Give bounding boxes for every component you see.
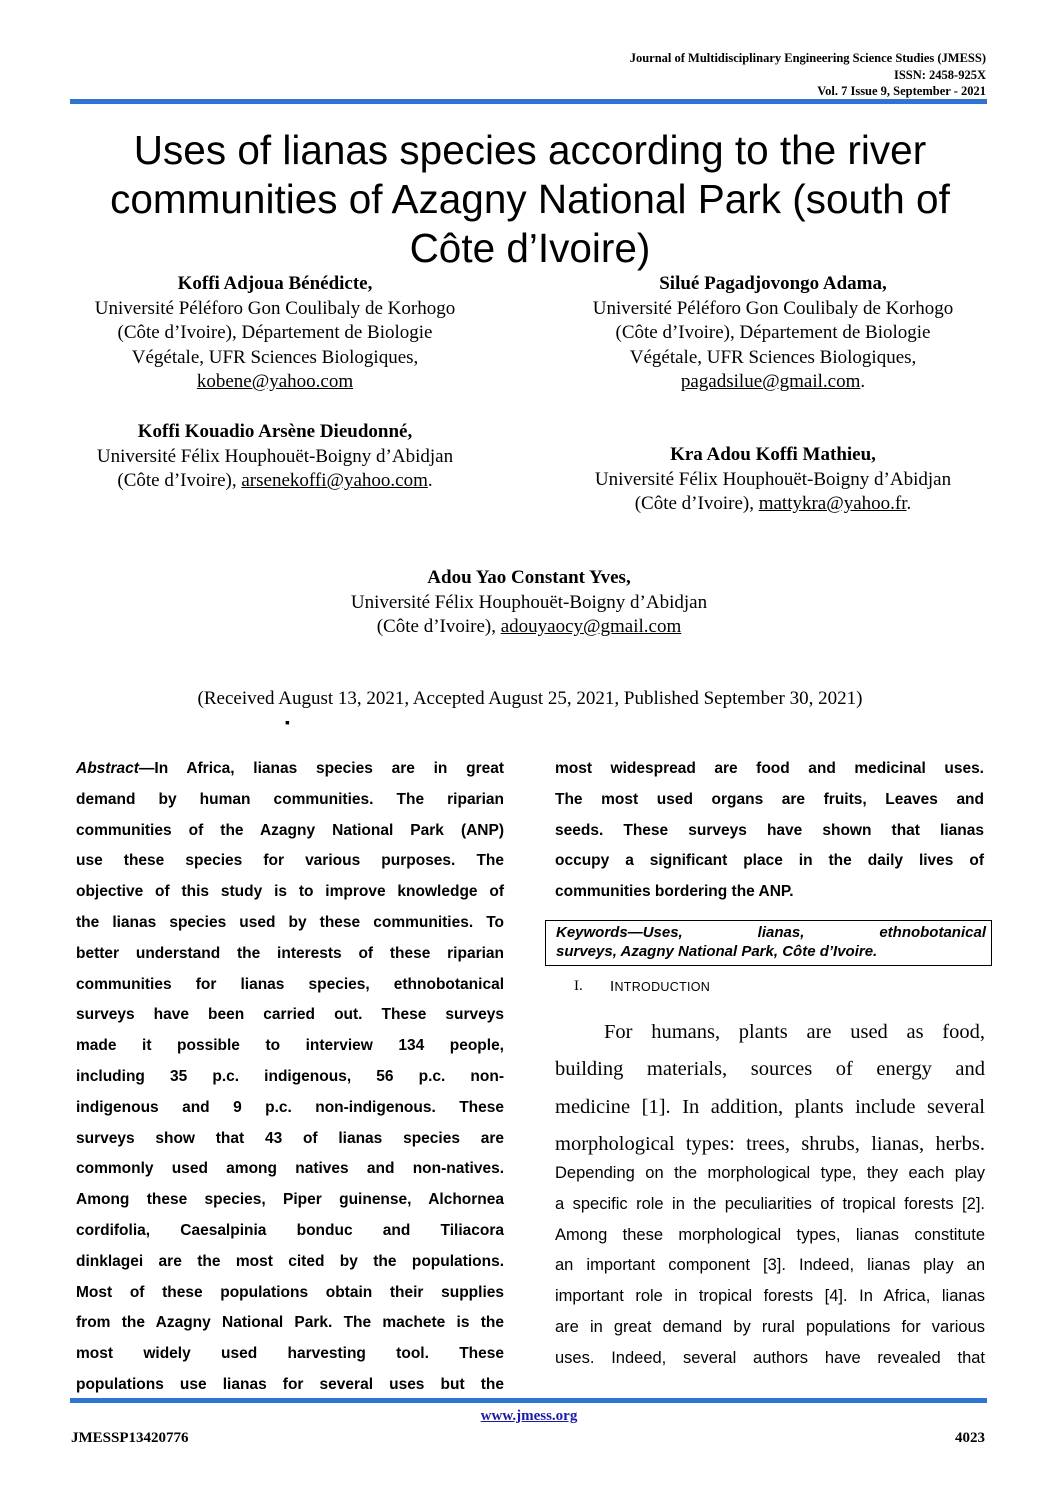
author-affiliation: (Côte d’Ivoire), Département de Biologie xyxy=(615,322,931,343)
author-email-link[interactable]: pagadsilue@gmail.com xyxy=(680,371,861,392)
footer-rule xyxy=(70,1398,987,1403)
title-line: Côte d’Ivoire) xyxy=(409,225,651,271)
author-affiliation: Université Félix Houphouët-Boigny d’Abidjan xyxy=(96,445,454,467)
header-rule xyxy=(70,99,987,104)
email-suffix: . xyxy=(860,371,866,392)
abstract-line: dinklagei are the most cited by the populations. xyxy=(76,1252,504,1270)
intro-line: medicine [1]. In addition, plants include several xyxy=(555,1095,985,1118)
author-name: Silué Pagadjovongo Adama, xyxy=(659,273,887,294)
author-block xyxy=(309,566,749,640)
paper-title xyxy=(60,126,1000,273)
intro-line: building materials, sources of energy and xyxy=(555,1058,985,1081)
abstract-line: the lianas species used by these communities. To xyxy=(76,913,504,931)
abstract-line: use these species for various purposes. The xyxy=(76,852,504,870)
intro-line: Among these morphological types, lianas constitute xyxy=(555,1225,985,1244)
author-name: Adou Yao Constant Yves, xyxy=(427,567,631,588)
journal-header xyxy=(630,50,986,100)
keywords xyxy=(556,924,986,961)
abstract-line: cordifolia, Caesalpinia bonduc and Tiliacora xyxy=(76,1221,504,1239)
email-suffix: . xyxy=(427,470,433,491)
abstract-right-column xyxy=(555,754,984,908)
stray-mark: ▪ xyxy=(285,716,290,731)
intro-line: a specific role in the peculiarities of tropical forests [2]. xyxy=(555,1194,985,1213)
author-affiliation: Université Félix Houphouët-Boigny d’Abidjan xyxy=(594,468,952,490)
intro-paragraph-sans xyxy=(555,1158,985,1374)
abstract-line: surveys have been carried out. These surveys xyxy=(76,1006,504,1024)
author-affiliation: Université Péléforo Gon Coulibaly de Korhogo xyxy=(94,297,456,319)
abstract-line: demand by human communities. The riparian xyxy=(76,790,504,808)
author-block xyxy=(55,272,495,395)
email-suffix: . xyxy=(906,493,912,514)
paper-id: JMESSP13420776 xyxy=(71,1430,189,1446)
title-line: communities of Azagny National Park (south of xyxy=(110,176,950,222)
email-prefix: (Côte d’Ivoire), xyxy=(634,493,759,514)
abstract-line: surveys show that 43 of lianas species are xyxy=(76,1129,504,1147)
abstract-label: Abstract xyxy=(76,760,139,777)
abstract-line: The most used organs are fruits, Leaves and xyxy=(555,790,984,808)
intro-line: an important component [3]. Indeed, lianas play an xyxy=(555,1256,985,1275)
abstract-line: communities of the Azagny National Park (ANP) xyxy=(76,821,504,839)
abstract-line: most widespread are food and medicinal uses. xyxy=(555,760,984,777)
abstract-line: seeds. These surveys have shown that lianas xyxy=(555,821,984,839)
section-number: I. xyxy=(574,978,583,994)
keywords-line: surveys, Azagny National Park, Côte d’Ivoire. xyxy=(556,942,878,960)
author-affiliation: Université Félix Houphouët-Boigny d’Abidjan xyxy=(350,591,708,613)
section-title: INTRODUCTION xyxy=(610,978,711,995)
journal-volume: Vol. 7 Issue 9, September - 2021 xyxy=(817,84,986,98)
intro-line: uses. Indeed, several authors have revealed that xyxy=(555,1348,985,1367)
abstract-line: from the Azagny National Park. The machete is the xyxy=(76,1314,504,1332)
author-block xyxy=(553,443,993,517)
author-name: Kra Adou Koffi Mathieu, xyxy=(670,444,876,465)
author-block xyxy=(553,272,993,395)
abstract-line: Among these species, Piper guinense, Alchornea xyxy=(76,1191,504,1209)
intro-line: morphological types: trees, shrubs, lianas, herbs. xyxy=(555,1132,985,1155)
page-number: 4023 xyxy=(955,1430,985,1446)
abstract-line: communities for lianas species, ethnobotanical xyxy=(76,975,504,993)
abstract-dash: — xyxy=(138,760,155,777)
author-email-link[interactable]: mattykra@yahoo.fr xyxy=(758,493,907,514)
intro-line: important role in tropical forests [4]. In Africa, lianas xyxy=(555,1287,985,1306)
abstract-left-column xyxy=(76,754,504,1401)
abstract-line: better understand the interests of these riparian xyxy=(76,944,504,962)
author-email-link[interactable]: arsenekoffi@yahoo.com xyxy=(241,470,428,491)
abstract-line: including 35 p.c. indigenous, 56 p.c. non- xyxy=(76,1067,504,1085)
title-line: Uses of lianas species according to the river xyxy=(133,127,927,173)
author-name: Koffi Adjoua Bénédicte, xyxy=(177,273,373,294)
author-name: Koffi Kouadio Arsène Dieudonné, xyxy=(137,421,413,442)
author-email-link[interactable]: adouyaocy@gmail.com xyxy=(500,616,682,637)
intro-line: are in great demand by rural populations for various xyxy=(555,1317,985,1336)
author-block xyxy=(55,420,495,494)
abstract-line: commonly used among natives and non-natives. xyxy=(76,1160,504,1178)
abstract-line: populations use lianas for several uses but the xyxy=(76,1375,504,1393)
email-prefix: (Côte d’Ivoire), xyxy=(117,470,242,491)
abstract-line: In Africa, lianas species are in great xyxy=(154,760,504,777)
intro-paragraph-serif xyxy=(555,1014,985,1163)
abstract-line: objective of this study is to improve knowledge of xyxy=(76,883,504,901)
email-prefix: (Côte d’Ivoire), xyxy=(376,616,501,637)
abstract-line: Most of these populations obtain their supplies xyxy=(76,1283,504,1301)
intro-line: For humans, plants are used as food, xyxy=(604,1021,985,1043)
author-affiliation: (Côte d’Ivoire), Département de Biologie xyxy=(117,322,433,343)
publication-dates: (Received August 13, 2021, Accepted August 25, 2021, Published September 30, 2021) xyxy=(197,688,863,709)
journal-website-link[interactable]: www.jmess.org xyxy=(480,1408,578,1424)
intro-line: Depending on the morphological type, they each play xyxy=(555,1164,985,1182)
author-affiliation: Végétale, UFR Sciences Biologiques, xyxy=(131,346,419,368)
keywords-line: Keywords—Uses, lianas, ethnobotanical xyxy=(556,924,986,941)
author-affiliation: Université Péléforo Gon Coulibaly de Korhogo xyxy=(592,297,954,319)
abstract-line: made it possible to interview 134 people, xyxy=(76,1037,504,1055)
journal-name: Journal of Multidisciplinary Engineering Science Studies (JMESS) xyxy=(629,51,986,65)
abstract-line: communities bordering the ANP. xyxy=(555,883,794,901)
abstract-line: occupy a significant place in the daily lives of xyxy=(555,852,984,870)
abstract-line: indigenous and 9 p.c. non-indigenous. These xyxy=(76,1098,504,1116)
author-affiliation: Végétale, UFR Sciences Biologiques, xyxy=(629,346,917,368)
abstract-line: most widely used harvesting tool. These xyxy=(76,1345,504,1363)
author-email-link[interactable]: kobene@yahoo.com xyxy=(196,371,354,392)
journal-issn: ISSN: 2458-925X xyxy=(893,67,986,82)
